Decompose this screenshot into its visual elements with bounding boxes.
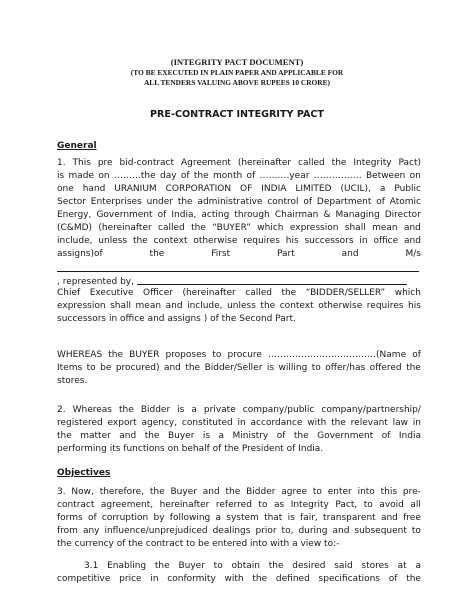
paragraph-3-line: the currency of the contract to be entered into with a view to:- — [57, 539, 340, 549]
blank-fill-line — [57, 261, 421, 274]
representative-name-blank — [137, 274, 407, 285]
paragraph-1-line: successors in office and assigns ) of the Second Part. — [57, 314, 296, 324]
paragraph-3-line: 3. Now, therefore, the Buyer and the Bidder agree to enter into this pre- — [57, 487, 421, 497]
paragraph-2-line: registered export agency, constituted in accordance with the relevant law in — [57, 418, 421, 428]
paragraph-2-line: performing its functions on behalf of the President of India. — [57, 444, 324, 454]
document-header-line-2: (TO BE EXECUTED IN PLAIN PAPER AND APPLICABLE FOR — [130, 68, 344, 77]
whereas-paragraph-line: WHEREAS the BUYER proposes to procure ………………………………(Name of — [57, 350, 421, 360]
paragraph-3-line: from any influence/unprejudiced dealings prior to, during and subsequent to — [57, 526, 421, 536]
whereas-paragraph-line: stores. — [57, 376, 88, 386]
document-header-line-1: (INTEGRITY PACT DOCUMENT) — [170, 57, 304, 67]
paragraph-3-line: forms of corruption by following a system that is fair, transparent and free — [57, 513, 421, 523]
whereas-paragraph-line: Items to be procured) and the Bidder/Seller is willing to offer/has offered the — [57, 363, 421, 373]
represented-by-line: , represented by, — [57, 274, 421, 287]
paragraph-1-line: include, unless the context otherwise requires his successors in office and — [57, 236, 421, 246]
paragraph-1-line: one hand URANIUM CORPORATION OF INDIA LIMITED (UCIL), a Public — [57, 184, 421, 194]
paragraph-1-line: 1. This pre bid-contract Agreement (hereinafter called the Integrity Pact) — [57, 158, 421, 168]
paragraph-3-line: contract agreement, hereinafter referred to as Integrity Pact, to avoid all — [57, 500, 421, 510]
document-title: PRE-CONTRACT INTEGRITY PACT — [150, 109, 324, 120]
section-heading-general: General — [57, 141, 97, 151]
document-header-line-3: ALL TENDERS VALUING ABOVE RUPEES 10 CRORE) — [143, 78, 331, 87]
paragraph-1-line: expression shall mean and include, unless the context otherwise requires his — [57, 301, 421, 311]
paragraph-1-line: Chief Executive Officer (hereinafter called the “BIDDER/SELLER” which — [57, 288, 421, 298]
paragraph-1-line: assigns)of the First Part and M/s — [57, 249, 421, 259]
paragraph-3-1-line: competitive price in conformity with the defined specifications of the — [57, 574, 421, 584]
paragraph-2-line: 2. Whereas the Bidder is a private company/public company/partnership/ — [57, 405, 421, 415]
paragraph-3-1-line: 3.1 Enabling the Buyer to obtain the desired said stores at a — [84, 561, 421, 571]
paragraph-1-line: (C&MD) (hereinafter called the “BUYER” which expression shall mean and — [57, 223, 421, 233]
paragraph-1-line: is made on ………the day of the month of ……….year ……………. Between on — [57, 171, 421, 181]
paragraph-1-line: Sector Enterprises under the administrative control of Department of Atomic — [57, 197, 421, 207]
paragraph-1-line: Energy, Government of India, acting through Chairman & Managing Director — [57, 210, 421, 220]
section-heading-objectives: Objectives — [57, 468, 111, 478]
seller-name-blank — [57, 261, 419, 272]
paragraph-2-line: the matter and the Buyer is a Ministry of the Government of India — [57, 431, 421, 441]
